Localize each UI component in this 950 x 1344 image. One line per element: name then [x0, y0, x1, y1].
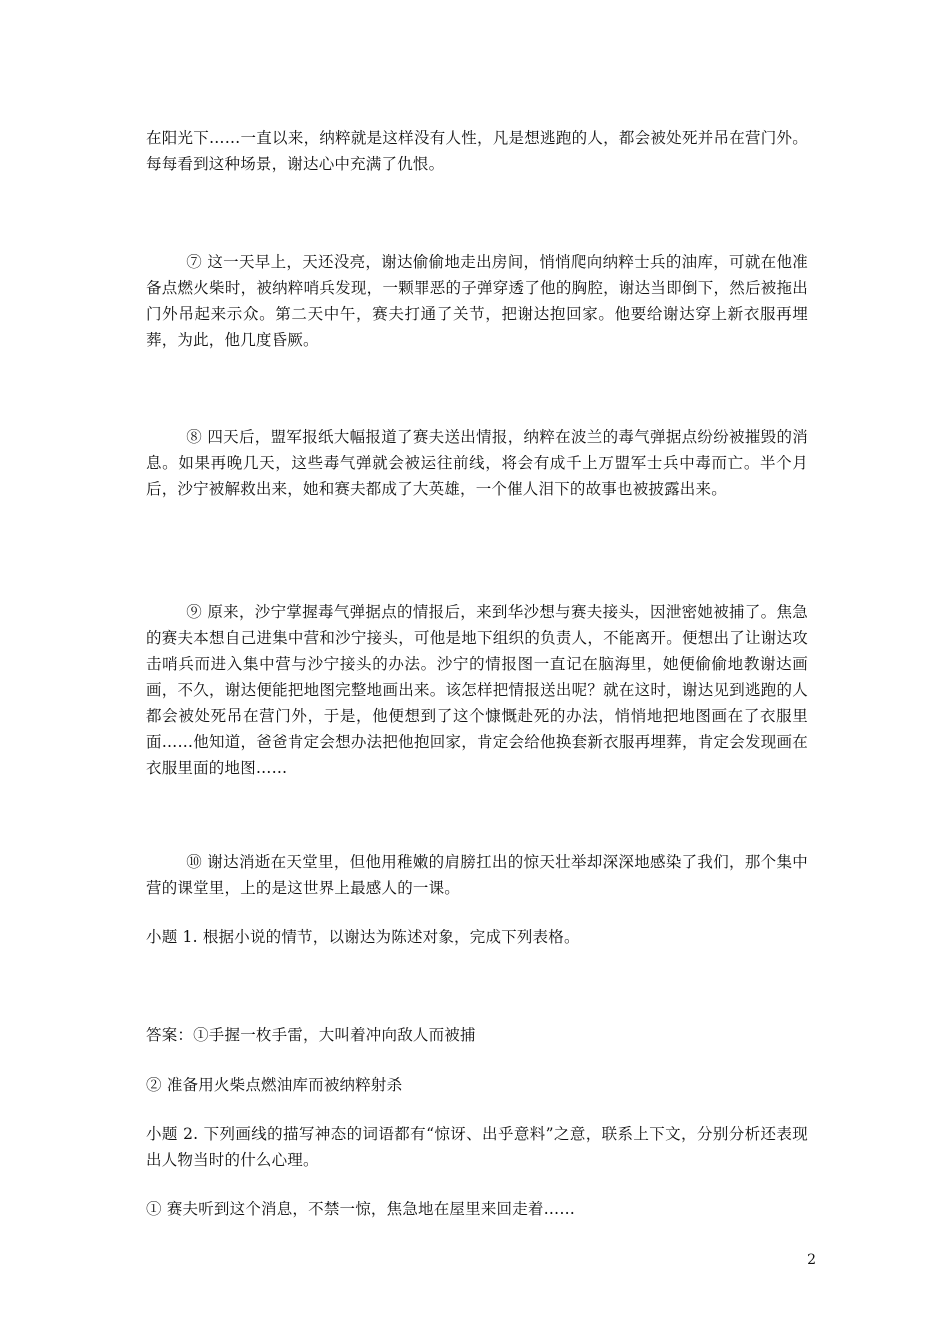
paragraph-7: ⑦ 这一天早上，天还没亮，谢达偷偷地走出房间，悄悄爬向纳粹士兵的油库，可就在他准备点燃火柴时，被纳粹哨兵发现，一颗罪恶的子弹穿透了他的胸腔，谢达当即倒下，然后被拖出门外吊起来示众。第二天中午，赛夫打通了关节，把谢达抱回家。他要给谢达穿上新衣服再埋葬，为此，他几度昏厥。: [146, 253, 808, 349]
paragraph-8: ⑧ 四天后，盟军报纸大幅报道了赛夫送出情报，纳粹在波兰的毒气弹据点纷纷被摧毁的消息。如果再晚几天，这些毒气弹就会被运往前线，将会有成千上万盟军士兵中毒而亡。半个月后，沙宁被解救出来，她和赛夫都成了大英雄，一个催人泪下的故事也被披露出来。: [146, 428, 808, 498]
page-number: 2: [807, 1252, 816, 1268]
answer-line-1: 答案：①手握一枚手雷，大叫着冲向敌人而被捕: [146, 1026, 476, 1044]
paragraph-9: ⑨ 原来，沙宁掌握毒气弹据点的情报后，来到华沙想与赛夫接头，因泄密她被捕了。焦急的赛夫本想自己进集中营和沙宁接头，可他是地下组织的负责人，不能离开。便想出了让谢达攻击哨兵而进入集中营与沙宁接头的办法。沙宁的情报图一直记在脑海里，她便偷偷地教谢达画画，不久，谢达便能把地图完整地画出来。该怎样把情报送出呢？就在这时，谢达见到逃跑的人都会被处死吊在营门外，于是，他便想到了这个慷慨赴死的办法，悄悄地把地图画在了衣服里面……他知道，爸爸肯定会想办法把他抱回家，肯定会给他换套新衣服再埋葬，肯定会发现画在衣服里面的地图……: [146, 603, 808, 777]
question-1: 小题 1. 根据小说的情节，以谢达为陈述对象，完成下列表格。: [146, 928, 580, 946]
paragraph-continuation: 在阳光下……一直以来，纳粹就是这样没有人性，凡是想逃跑的人，都会被处死并吊在营门外。每每看到这种场景，谢达心中充满了仇恨。: [146, 129, 808, 173]
paragraph-10: ⑩ 谢达消逝在天堂里，但他用稚嫩的肩膀扛出的惊天壮举却深深地感染了我们，那个集中营的课堂里，上的是这世界上最感人的一课。: [146, 853, 808, 897]
question-2-item-1: ① 赛夫听到这个消息，不禁一惊，焦急地在屋里来回走着……: [146, 1200, 576, 1218]
answer-line-2: ② 准备用火柴点燃油库而被纳粹射杀: [146, 1076, 403, 1094]
question-2: 小题 2. 下列画线的描写神态的词语都有“惊讶、出乎意料”之意，联系上下文，分别分析还表现出人物当时的什么心理。: [146, 1125, 808, 1169]
